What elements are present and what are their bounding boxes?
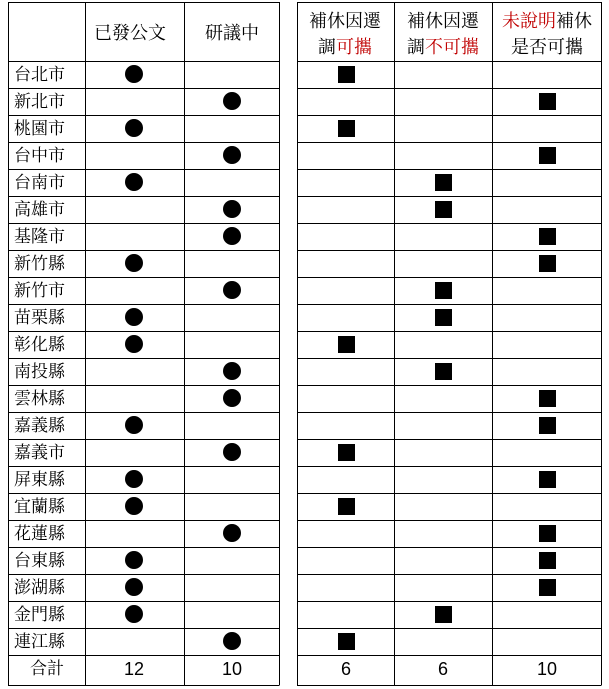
- row-label: 桃園市: [14, 119, 65, 139]
- header-notmovable-line1: 補休因遷: [407, 11, 479, 32]
- header-unspecified-line1: 未說明補休: [502, 11, 592, 32]
- totals-label: 合計: [30, 659, 64, 679]
- row-label: 嘉義市: [14, 443, 65, 463]
- total-notmovable: 6: [437, 659, 449, 679]
- header-movable-line2: 調可攜: [318, 37, 372, 58]
- header-notice: 已發公文: [94, 23, 166, 44]
- row-label: 南投縣: [14, 362, 65, 382]
- status-dot-notice: [125, 497, 143, 515]
- portable-square-unspecified: [539, 525, 556, 542]
- row-label: 金門縣: [14, 605, 65, 625]
- total-unspecified: 10: [536, 659, 558, 679]
- portable-square-unspecified: [539, 579, 556, 596]
- row-label: 台南市: [14, 173, 65, 193]
- portable-square-unspecified: [539, 147, 556, 164]
- portable-square-notmovable: [435, 363, 452, 380]
- status-dot-notice: [125, 578, 143, 596]
- status-dot-discussing: [223, 524, 241, 542]
- row-label: 基隆市: [14, 227, 65, 247]
- portable-square-notmovable: [435, 201, 452, 218]
- portable-square-unspecified: [539, 471, 556, 488]
- status-dot-notice: [125, 470, 143, 488]
- status-dot-notice: [125, 605, 143, 623]
- header-movable-line1: 補休因遷: [309, 11, 381, 32]
- status-dot-notice: [125, 119, 143, 137]
- header-discussing: 研議中: [205, 23, 259, 44]
- row-label: 雲林縣: [14, 389, 65, 409]
- row-label: 新北市: [14, 92, 65, 112]
- status-dot-discussing: [223, 227, 241, 245]
- portable-square-unspecified: [539, 255, 556, 272]
- portable-square-notmovable: [435, 606, 452, 623]
- status-dot-notice: [125, 65, 143, 83]
- row-label: 台北市: [14, 65, 65, 85]
- row-label: 新竹縣: [14, 254, 65, 274]
- row-label: 宜蘭縣: [14, 497, 65, 517]
- row-label: 花蓮縣: [14, 524, 65, 544]
- portable-square-unspecified: [539, 390, 556, 407]
- status-dot-discussing: [223, 632, 241, 650]
- portable-square-unspecified: [539, 93, 556, 110]
- status-dot-notice: [125, 416, 143, 434]
- status-dot-notice: [125, 335, 143, 353]
- portable-square-unspecified: [539, 228, 556, 245]
- total-notice: 12: [123, 659, 145, 679]
- portable-square-movable: [338, 498, 355, 515]
- row-label: 彰化縣: [14, 335, 65, 355]
- portable-square-movable: [338, 336, 355, 353]
- row-label: 澎湖縣: [14, 578, 65, 598]
- status-dot-notice: [125, 173, 143, 191]
- status-dot-notice: [125, 551, 143, 569]
- status-dot-discussing: [223, 281, 241, 299]
- status-dot-discussing: [223, 443, 241, 461]
- status-dot-discussing: [223, 92, 241, 110]
- total-movable: 6: [340, 659, 352, 679]
- status-dot-discussing: [223, 146, 241, 164]
- portable-square-movable: [338, 120, 355, 137]
- portable-square-movable: [338, 444, 355, 461]
- portable-square-notmovable: [435, 282, 452, 299]
- portable-square-unspecified: [539, 417, 556, 434]
- row-label: 連江縣: [14, 632, 65, 652]
- status-dot-notice: [125, 254, 143, 272]
- row-label: 台東縣: [14, 551, 65, 571]
- status-dot-discussing: [223, 389, 241, 407]
- header-notmovable-line2: 調不可攜: [407, 37, 479, 58]
- portable-square-unspecified: [539, 552, 556, 569]
- row-label: 台中市: [14, 146, 65, 166]
- portable-square-notmovable: [435, 174, 452, 191]
- row-label: 新竹市: [14, 281, 65, 301]
- total-discussing: 10: [221, 659, 243, 679]
- status-dot-discussing: [223, 362, 241, 380]
- row-label: 嘉義縣: [14, 416, 65, 436]
- portable-square-movable: [338, 633, 355, 650]
- row-label: 屏東縣: [14, 470, 65, 490]
- row-label: 高雄市: [14, 200, 65, 220]
- header-unspecified-line2: 是否可攜: [511, 37, 583, 58]
- portable-square-notmovable: [435, 309, 452, 326]
- status-dot-discussing: [223, 200, 241, 218]
- portable-square-movable: [338, 66, 355, 83]
- row-label: 苗栗縣: [14, 308, 65, 328]
- status-dot-notice: [125, 308, 143, 326]
